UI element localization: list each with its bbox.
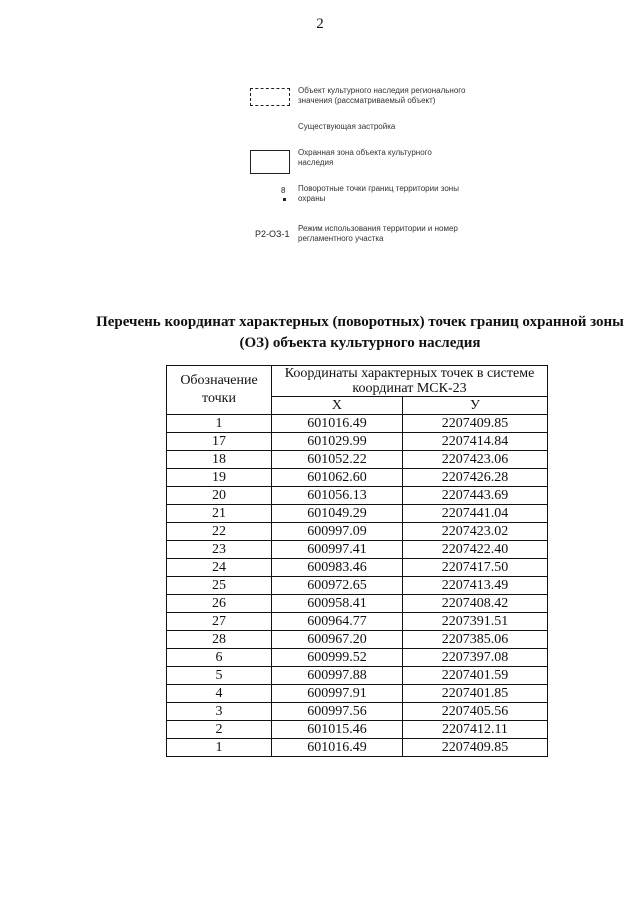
x-cell: 601016.49 (272, 415, 403, 433)
point-cell: 22 (167, 523, 272, 541)
table-row (167, 451, 548, 469)
x-cell: 601016.49 (272, 739, 403, 757)
x-cell: 600972.65 (272, 577, 403, 595)
turning-point-dot (283, 198, 286, 201)
table-row (167, 649, 548, 667)
point-cell: 27 (167, 613, 272, 631)
y-cell: 2207423.06 (402, 451, 547, 469)
x-cell: 600964.77 (272, 613, 403, 631)
y-column-header: У (402, 397, 547, 415)
y-cell: 2207417.50 (402, 559, 547, 577)
protection-zone-label: Охранная зона объекта культурного наследия (298, 148, 432, 167)
x-cell: 600967.20 (272, 631, 403, 649)
y-cell: 2207413.49 (402, 577, 547, 595)
y-cell: 2207409.85 (402, 415, 547, 433)
y-cell: 2207405.56 (402, 703, 547, 721)
y-cell: 2207409.85 (402, 739, 547, 757)
table-header-row (167, 366, 548, 397)
point-cell: 5 (167, 667, 272, 685)
page-number: 2 (316, 16, 324, 32)
table-row (167, 469, 548, 487)
table-row (167, 631, 548, 649)
point-cell: 3 (167, 703, 272, 721)
table-row (167, 667, 548, 685)
x-cell: 601052.22 (272, 451, 403, 469)
document-title: Перечень координат характерных (поворотных) точек границ охранной зоны (ОЗ) объекта культурного наследия (96, 314, 624, 351)
x-cell: 600997.41 (272, 541, 403, 559)
y-cell: 2207408.42 (402, 595, 547, 613)
x-cell: 601029.99 (272, 433, 403, 451)
y-cell: 2207426.28 (402, 469, 547, 487)
point-cell: 28 (167, 631, 272, 649)
point-cell: 20 (167, 487, 272, 505)
point-cell: 19 (167, 469, 272, 487)
table-row (167, 595, 548, 613)
turning-point-label: Поворотные точки границ территории зоны охраны (298, 184, 459, 203)
table-row (167, 487, 548, 505)
coordinate-system-header: Координаты характерных точек в системе координат МСК-23 (272, 366, 548, 397)
point-cell: 2 (167, 721, 272, 739)
y-cell: 2207412.11 (402, 721, 547, 739)
table-row (167, 721, 548, 739)
table-row (167, 703, 548, 721)
y-cell: 2207422.40 (402, 541, 547, 559)
x-cell: 601056.13 (272, 487, 403, 505)
table-row (167, 523, 548, 541)
x-cell: 600997.09 (272, 523, 403, 541)
x-column-header: Х (272, 397, 403, 415)
point-cell: 1 (167, 415, 272, 433)
table-row (167, 505, 548, 523)
point-cell: 25 (167, 577, 272, 595)
x-cell: 600983.46 (272, 559, 403, 577)
table-row (167, 433, 548, 451)
y-cell: 2207414.84 (402, 433, 547, 451)
protection-zone-swatch (250, 150, 290, 174)
y-cell: 2207401.85 (402, 685, 547, 703)
y-cell: 2207397.08 (402, 649, 547, 667)
regime-code: Р2-ОЗ-1 (255, 229, 290, 239)
coordinates-table (166, 365, 548, 757)
y-cell: 2207391.51 (402, 613, 547, 631)
x-cell: 601062.60 (272, 469, 403, 487)
regime-label: Режим использования территории и номер регламентного участка (298, 224, 458, 243)
point-cell: 17 (167, 433, 272, 451)
table-row (167, 415, 548, 433)
x-cell: 600997.56 (272, 703, 403, 721)
table-row (167, 577, 548, 595)
table-row (167, 613, 548, 631)
y-cell: 2207441.04 (402, 505, 547, 523)
point-cell: 23 (167, 541, 272, 559)
table-row (167, 739, 548, 757)
point-cell: 4 (167, 685, 272, 703)
turning-point-marker: 8 (281, 186, 286, 195)
object-zone-label: Объект культурного наследия регионального значения (рассматриваемый объект) (298, 86, 466, 105)
y-cell: 2207443.69 (402, 487, 547, 505)
point-cell: 21 (167, 505, 272, 523)
point-cell: 6 (167, 649, 272, 667)
table-row (167, 685, 548, 703)
y-cell: 2207401.59 (402, 667, 547, 685)
table-row (167, 559, 548, 577)
point-cell: 24 (167, 559, 272, 577)
object-zone-swatch (250, 88, 290, 106)
x-cell: 601015.46 (272, 721, 403, 739)
x-cell: 601049.29 (272, 505, 403, 523)
point-cell: 26 (167, 595, 272, 613)
y-cell: 2207423.02 (402, 523, 547, 541)
y-cell: 2207385.06 (402, 631, 547, 649)
x-cell: 600997.88 (272, 667, 403, 685)
coordinates-table-body (167, 415, 548, 757)
x-cell: 600997.91 (272, 685, 403, 703)
x-cell: 600958.41 (272, 595, 403, 613)
x-cell: 600999.52 (272, 649, 403, 667)
table-row (167, 541, 548, 559)
point-cell: 1 (167, 739, 272, 757)
point-column-header: Обозначение точки (167, 366, 272, 415)
existing-buildings-label: Существующая застройка (298, 122, 396, 131)
point-cell: 18 (167, 451, 272, 469)
